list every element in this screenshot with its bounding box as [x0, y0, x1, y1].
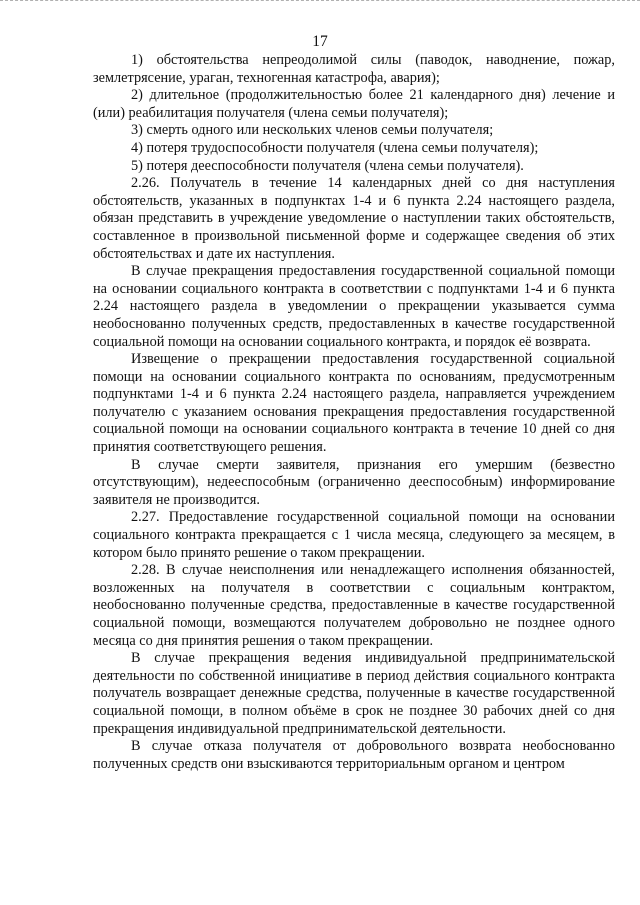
paragraph-refusal-recovery: В случае отказа получателя от добровольного возврата необоснованно полученных средств они взыскиваются территориальным органом и центром [93, 738, 615, 772]
clause-2-26: 2.26. Получатель в течение 14 календарных дней со дня наступления обстоятельств, указанных в подпунктах 1-4 и 6 пункта 2.24 настоящего раздела, обязан представить в учреждение уведомление о наступлении таких обстоятельств, составленное в произвольной письменной форме и содержащее сведения об этих обстоятельствах и дате их наступления. [93, 175, 615, 262]
clause-2-27: 2.27. Предоставление государственной социальной помощи на основании социального контракта прекращается с 1 числа месяца, следующего за месяцем, в котором было принято решение о таком прекращении. [93, 509, 615, 561]
paragraph-applicant-death: В случае смерти заявителя, признания его умершим (безвестно отсутствующим), недееспособным (ограниченно дееспособным) информирование заявителя не производится. [93, 456, 615, 508]
page-number: 17 [312, 33, 328, 50]
list-item-family-death: 3) смерть одного или нескольких членов семьи получателя; [131, 122, 494, 139]
paragraph-business-termination: В случае прекращения ведения индивидуальной предпринимательской деятельности по собственной инициативе в период действия социального контракта получатель возвращает денежные средства, полученные в качестве государственной социальной помощи, в полном объёме в срок не позднее 30 рабочих дней со дня прекращения индивидуальной предпринимательской деятельности. [93, 650, 615, 737]
list-item-loss-of-work-capacity: 4) потеря трудоспособности получателя (члена семьи получателя); [131, 139, 539, 156]
clause-2-28: 2.28. В случае неисполнения или ненадлежащего исполнения обязанностей, возложенных на получателя в соответствии с социальным контрактом, необоснованно полученные средства, предоставленные в качестве государственной социальной помощи, возмещаются получателем добровольно не позднее одного месяца со дня принятия решения о таком прекращении. [93, 562, 615, 649]
list-item-loss-of-legal-capacity: 5) потеря дееспособности получателя (члена семьи получателя). [131, 157, 524, 174]
list-item-long-treatment: 2) длительное (продолжительностью более 21 календарного дня) лечение и (или) реабилитация получателя (члена семьи получателя); [93, 87, 615, 121]
page-top-edge [0, 0, 640, 3]
paragraph-termination-letter: Извещение о прекращении предоставления государственной социальной помощи на основании социального контракта по основаниям, предусмотренным подпунктами 1-4 и 6 пункта 2.24 настоящего раздела, направляется учреждением получателю с указанием основания прекращения предоставления государственной социальной помощи на основании социального контракта в течение 10 дней со дня принятия соответствующего решения. [93, 351, 615, 456]
list-item-force-majeure: 1) обстоятельства непреодолимой силы (паводок, наводнение, пожар, землетрясение, ураган, техногенная катастрофа, авария); [93, 52, 615, 86]
document-body [93, 52, 615, 773]
paragraph-termination-notice: В случае прекращения предоставления государственной социальной помощи на основании социального контракта в соответствии с подпунктами 1-4 и 6 пункта 2.24 настоящего раздела в уведомлении о прекращении указывается сумма необоснованно полученных средств, предоставленных в качестве государственной социальной помощи на основании социального контракта, и порядок её возврата. [93, 263, 615, 350]
